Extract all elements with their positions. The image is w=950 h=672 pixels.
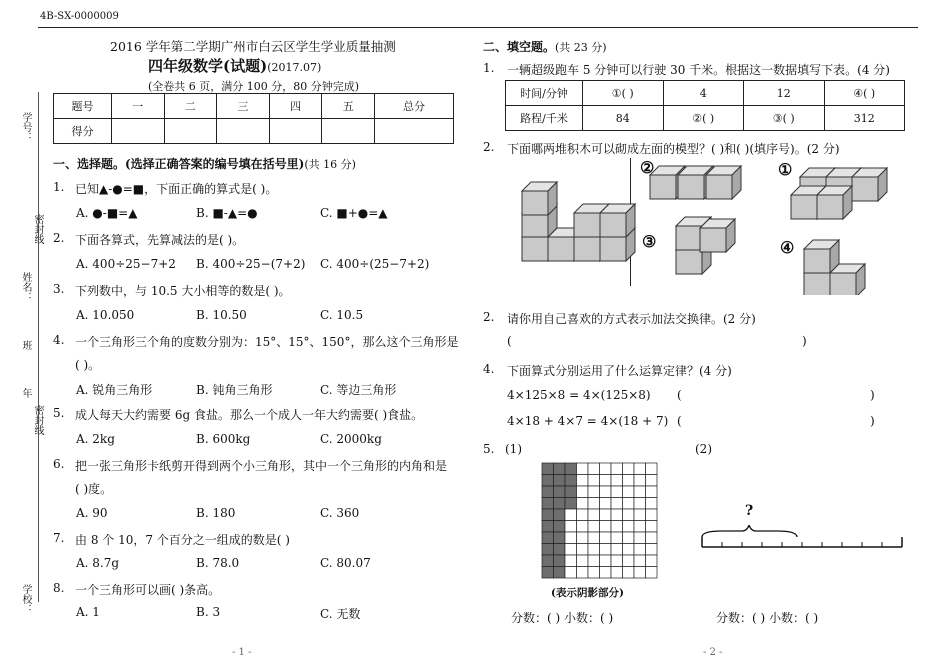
q5-part2-label: (2) <box>695 442 712 456</box>
q2-option-b[interactable]: B. 400÷25−(7+2) <box>196 257 306 271</box>
grid-cell-shaded <box>542 463 554 475</box>
speed-cell: 4 <box>663 81 744 106</box>
grid-cell <box>565 532 577 544</box>
grid-cell <box>600 544 612 556</box>
q1-option-b[interactable]: B. ■-▲=● <box>196 206 258 220</box>
grid-caption: (表示阴影部分) <box>551 587 624 599</box>
score-cell[interactable] <box>269 119 322 144</box>
section2-points: (共 23 分) <box>555 41 607 54</box>
q1-option-a[interactable]: A. ●-■=▲ <box>76 206 138 220</box>
grid-cell <box>588 555 600 567</box>
stack-3-cube <box>700 219 735 252</box>
grid-cell <box>623 521 635 533</box>
grid-cell <box>600 463 612 475</box>
grid-cell <box>565 567 577 579</box>
grid-cell <box>634 486 646 498</box>
s2-q5-num: 5. <box>483 442 495 456</box>
speed-table-head: 路程/千米 <box>506 106 583 131</box>
stack-4-cube <box>804 240 839 273</box>
grid-cell-shaded <box>542 509 554 521</box>
q5-text: 成人每天大约需要 6g 食盐。那么一个成人一年大约需要( )食盐。 <box>75 408 424 422</box>
grid-cell <box>611 463 623 475</box>
grid-cell <box>577 463 589 475</box>
grid-cell <box>600 486 612 498</box>
q7-option-b[interactable]: B. 78.0 <box>196 556 240 570</box>
grid-cell <box>577 555 589 567</box>
q3-answer-open[interactable]: ( <box>507 334 512 348</box>
q7-option-c[interactable]: C. 80.07 <box>320 556 371 570</box>
grid-cell <box>646 486 658 498</box>
q5-answer-1[interactable]: 分数：( ) 小数：( ) <box>511 611 614 625</box>
grid-cell <box>634 463 646 475</box>
score-head-5: 五 <box>322 94 375 119</box>
page-number-right: - 2 - <box>703 647 723 658</box>
brace <box>702 525 797 537</box>
grid-cell <box>646 463 658 475</box>
grid-cell <box>565 509 577 521</box>
block-label-2: ② <box>640 158 655 177</box>
number-line <box>697 525 907 565</box>
grid-cell <box>646 532 658 544</box>
grid-cell-shaded <box>565 463 577 475</box>
section2-heading-row <box>483 38 607 55</box>
block-models-figure <box>480 155 930 295</box>
grid-cell <box>577 521 589 533</box>
margin-name: 姓名： <box>20 272 31 302</box>
grid-cell-shaded <box>542 521 554 533</box>
grid-cell <box>611 509 623 521</box>
speed-cell: 84 <box>583 106 664 131</box>
grid-cell <box>646 555 658 567</box>
grid-cell-shaded <box>554 555 566 567</box>
q2-option-a[interactable]: A. 400÷25−7+2 <box>76 257 176 271</box>
grid-cell <box>600 521 612 533</box>
q4-answer-1-open[interactable]: ( <box>677 388 682 402</box>
grid-cell <box>623 486 635 498</box>
grid-cell <box>588 475 600 487</box>
grid-cell <box>588 567 600 579</box>
page-title: 四年级数学(试题) <box>148 57 268 75</box>
q8-num: 8. <box>53 581 65 595</box>
score-head-4: 四 <box>269 94 322 119</box>
grid-cell <box>623 463 635 475</box>
q1-num: 1. <box>53 180 65 194</box>
grid-cell <box>623 475 635 487</box>
speed-cell-blank-1[interactable]: ①( ) <box>583 81 664 106</box>
q6-num: 6. <box>53 457 65 471</box>
grid-cell <box>646 498 658 510</box>
grid-cell <box>634 555 646 567</box>
grid-cell <box>646 509 658 521</box>
q5-num: 5. <box>53 406 65 420</box>
model-cube <box>600 204 635 237</box>
q3-option-b[interactable]: B. 10.50 <box>196 308 247 322</box>
q4-expression-2: 4×18 + 4×7 = 4×(18 + 7) <box>507 414 669 428</box>
grid-cell <box>634 521 646 533</box>
section1-heading-row <box>53 155 356 172</box>
q6-option-c[interactable]: C. 360 <box>320 506 360 520</box>
q3-num: 3. <box>53 282 65 296</box>
grid-cell <box>600 567 612 579</box>
grid-cell <box>611 521 623 533</box>
grid-cell <box>611 544 623 556</box>
grid-cell <box>577 498 589 510</box>
grid-cell <box>611 498 623 510</box>
block-label-1: ① <box>778 160 793 179</box>
q7-option-a[interactable]: A. 8.7g <box>76 556 120 570</box>
margin-grade: 年 <box>20 388 31 398</box>
q8-option-b[interactable]: B. 3 <box>196 605 221 619</box>
q6-option-b[interactable]: B. 180 <box>196 506 236 520</box>
score-head-3: 三 <box>217 94 270 119</box>
question-mark: ? <box>745 503 754 519</box>
grid-cell-shaded <box>554 486 566 498</box>
stack-4-cube <box>830 264 865 295</box>
q5-option-b[interactable]: B. 600kg <box>196 432 251 446</box>
grid-cell <box>577 567 589 579</box>
q7-text: 由 8 个 10，7 个百分之一组成的数是( ) <box>75 533 290 547</box>
grid-cell <box>646 544 658 556</box>
grid-cell <box>600 509 612 521</box>
grid-cell <box>611 567 623 579</box>
hundred-grid <box>541 462 661 582</box>
q2-text: 下面各算式，先算减法的是( )。 <box>75 233 245 247</box>
grid-cell <box>623 498 635 510</box>
grid-cell-shaded <box>542 486 554 498</box>
score-head-2: 二 <box>164 94 217 119</box>
q4-option-a[interactable]: A. 锐角三角形 <box>76 383 153 397</box>
q4-num: 4. <box>53 333 65 347</box>
q4-option-c[interactable]: C. 等边三角形 <box>320 383 397 397</box>
grid-cell <box>611 532 623 544</box>
score-cell[interactable] <box>112 119 165 144</box>
score-row-label: 得分 <box>54 119 112 144</box>
speed-cell-blank-4[interactable]: ④( ) <box>824 81 905 106</box>
score-cell[interactable] <box>322 119 375 144</box>
grid-cell <box>623 555 635 567</box>
grid-cell <box>634 509 646 521</box>
model-cube <box>522 182 557 215</box>
grid-cell-shaded <box>554 544 566 556</box>
grid-cell-shaded <box>554 521 566 533</box>
grid-cell-shaded <box>542 475 554 487</box>
score-head-1: 一 <box>112 94 165 119</box>
grid-cell-shaded <box>565 475 577 487</box>
grid-cell-shaded <box>554 463 566 475</box>
grid-cell-shaded <box>542 567 554 579</box>
grid-cell <box>611 486 623 498</box>
s2-q3-text: 请你用自己喜欢的方式表示加法交换律。(2 分) <box>507 312 756 326</box>
section2-heading: 二、填空题。 <box>483 40 556 54</box>
grid-cell <box>588 532 600 544</box>
grid-cell <box>646 475 658 487</box>
grid-cell <box>577 544 589 556</box>
grid-cell <box>611 555 623 567</box>
q4-text: 一个三角形三个角的度数分别为：15°、15°、150°，那么这个三角形是 <box>75 335 459 349</box>
stack-1-cube <box>852 168 887 201</box>
q1-text: 已知▲-●=■，下面正确的算式是( )。 <box>75 182 278 196</box>
grid-cell <box>565 521 577 533</box>
grid-cell-shaded <box>565 486 577 498</box>
grid-cell <box>634 532 646 544</box>
grid-cell-shaded <box>542 555 554 567</box>
grid-cell <box>646 521 658 533</box>
s2-q1-num: 1. <box>483 61 495 75</box>
header-line1: 2016 学年第二学期广州市白云区学生学业质量抽测 <box>110 39 396 54</box>
grid-cell <box>600 532 612 544</box>
grid-cell <box>588 463 600 475</box>
grid-cell <box>623 567 635 579</box>
q8-option-c[interactable]: C. 无数 <box>320 607 361 621</box>
grid-cell-shaded <box>554 567 566 579</box>
header-subtitle: (全卷共 6 页，满分 100 分，80 分钟完成) <box>148 80 360 93</box>
q4-answer-2-open[interactable]: ( <box>677 414 682 428</box>
s2-q4-text: 下面算式分别运用了什么运算定律？(4 分) <box>507 364 732 378</box>
grid-cell-shaded <box>542 498 554 510</box>
grid-cell-shaded <box>542 532 554 544</box>
s2-q1-text: 一辆超级跑车 5 分钟可以行驶 30 千米。根据这一数据填写下表。(4 分) <box>507 63 890 77</box>
score-cell[interactable] <box>217 119 270 144</box>
q4-expression-1: 4×125×8 = 4×(125×8) <box>507 388 651 402</box>
q3-option-a[interactable]: A. 10.050 <box>76 308 135 322</box>
q5-option-c[interactable]: C. 2000kg <box>320 432 382 446</box>
margin-student-no: 学号： <box>20 112 31 142</box>
header-title-row <box>148 55 321 76</box>
q4-option-b[interactable]: B. 钝角三角形 <box>196 383 273 397</box>
q6-text: 把一张三角形卡纸剪开得到两个小三角形，其中一个三角形的内角和是 <box>75 459 448 473</box>
grid-cell <box>577 509 589 521</box>
s2-q4-num: 4. <box>483 362 495 376</box>
grid-cell <box>588 486 600 498</box>
grid-cell <box>600 555 612 567</box>
grid-cell <box>634 567 646 579</box>
grid-cell <box>577 532 589 544</box>
speed-cell-blank-3[interactable]: ③( ) <box>744 106 825 131</box>
header-date: (2017.07) <box>267 61 322 74</box>
grid-cell <box>634 498 646 510</box>
stack-1-cube <box>817 186 852 219</box>
margin-seal-2: 密封线 <box>32 405 43 435</box>
grid-cell <box>588 521 600 533</box>
grid-cell <box>588 544 600 556</box>
grid-cell <box>565 544 577 556</box>
grid-cell <box>611 475 623 487</box>
grid-cell <box>634 544 646 556</box>
grid-cell <box>577 486 589 498</box>
grid-cell <box>577 475 589 487</box>
page-number-left: - 1 - <box>232 647 252 658</box>
top-rule <box>38 27 918 28</box>
s2-q2-num: 2. <box>483 140 495 154</box>
margin-seal-1: 密封线 <box>32 214 43 244</box>
grid-cell-shaded <box>565 498 577 510</box>
grid-cell-shaded <box>554 475 566 487</box>
grid-cell-shaded <box>542 544 554 556</box>
s2-q2-text: 下面哪两堆积木可以砌成左面的模型？( )和( )(填序号)。(2 分) <box>507 142 840 156</box>
section1-heading: 一、选择题。(选择正确答案的编号填在括号里) <box>53 157 305 171</box>
q7-num: 7. <box>53 531 65 545</box>
q4-cont: ( )。 <box>75 358 101 372</box>
speed-cell-blank-2[interactable]: ②( ) <box>663 106 744 131</box>
grid-cell <box>623 544 635 556</box>
q6-option-a[interactable]: A. 90 <box>76 506 108 520</box>
block-label-3: ③ <box>642 232 657 251</box>
margin-class: 班 <box>20 340 31 350</box>
q4-answer-1-close: ) <box>870 388 875 402</box>
score-head-0: 题号 <box>54 94 112 119</box>
score-head-total: 总分 <box>375 94 454 119</box>
margin-school: 学校： <box>20 584 31 614</box>
block-label-4: ④ <box>780 238 795 257</box>
q6-cont: ( )度。 <box>75 482 113 496</box>
grid-cell-shaded <box>554 532 566 544</box>
q3-text: 下列数中，与 10.5 大小相等的数是( )。 <box>75 284 291 298</box>
q3-answer-close: ) <box>802 334 807 348</box>
q8-option-a[interactable]: A. 1 <box>76 605 100 619</box>
grid-cell <box>565 555 577 567</box>
q5-answer-2[interactable]: 分数：( ) 小数：( ) <box>716 611 819 625</box>
score-table <box>53 93 454 144</box>
speed-cell: 12 <box>744 81 825 106</box>
q3-option-c[interactable]: C. 10.5 <box>320 308 364 322</box>
grid-cell <box>588 498 600 510</box>
q8-text: 一个三角形可以画( )条高。 <box>75 583 221 597</box>
q1-option-c[interactable]: C. ■+●=▲ <box>320 206 388 220</box>
q2-num: 2. <box>53 231 65 245</box>
grid-cell-shaded <box>554 509 566 521</box>
s2-q3-num: 2. <box>483 310 495 324</box>
section1-points: (共 16 分) <box>304 158 356 171</box>
grid-cell <box>623 509 635 521</box>
grid-cell <box>588 509 600 521</box>
grid-cell <box>634 475 646 487</box>
doc-code: 4B-SX-0000009 <box>40 11 119 22</box>
q2-option-c[interactable]: C. 400÷(25−7+2) <box>320 257 430 271</box>
grid-cell <box>646 567 658 579</box>
stack-2-cube <box>706 166 741 199</box>
score-cell[interactable] <box>375 119 454 144</box>
q4-answer-2-close: ) <box>870 414 875 428</box>
q5-part1-label: (1) <box>505 442 522 456</box>
score-cell[interactable] <box>164 119 217 144</box>
grid-cell <box>623 532 635 544</box>
margin-line <box>38 92 39 602</box>
speed-cell: 312 <box>824 106 905 131</box>
grid-cell <box>600 498 612 510</box>
speed-table <box>505 80 905 131</box>
speed-table-head: 时间/分钟 <box>506 81 583 106</box>
q5-option-a[interactable]: A. 2kg <box>76 432 115 446</box>
grid-cell <box>600 475 612 487</box>
grid-cell-shaded <box>554 498 566 510</box>
